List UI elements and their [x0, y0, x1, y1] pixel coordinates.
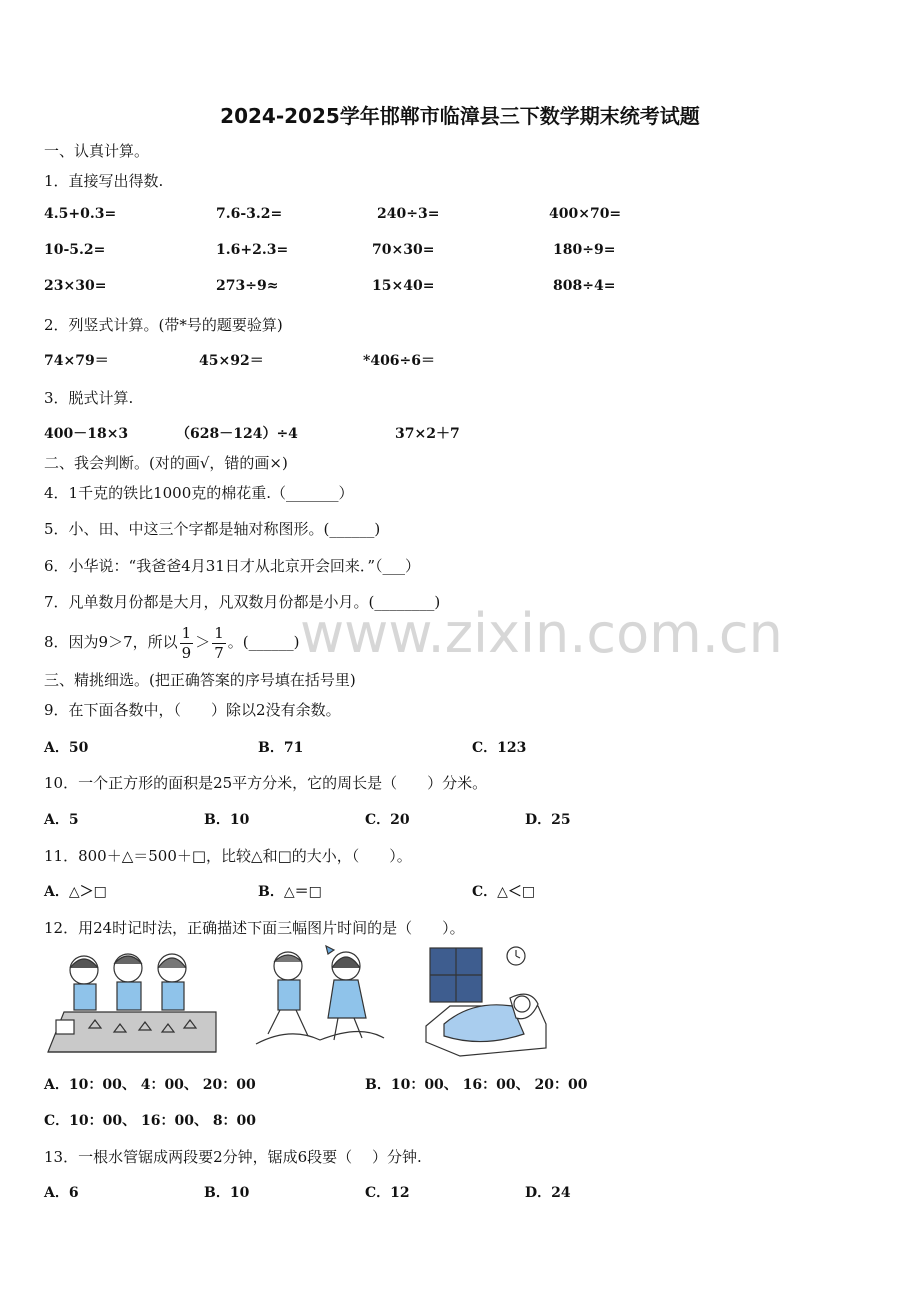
children-folding-cranes-illustration [44, 944, 219, 1059]
q1-cell: 808÷4= [553, 278, 616, 294]
q8-suffix: 。(______) [227, 633, 300, 651]
q10-option-a: A．5 [44, 812, 79, 828]
fraction-numerator: 1 [214, 623, 224, 642]
q1-cell: 7.6-3.2= [216, 206, 283, 222]
child-sleeping-illustration [420, 944, 550, 1061]
section1-heading: 一、认真计算。 [44, 142, 150, 160]
section3-heading: 三、精挑细选。(把正确答案的序号填在括号里) [44, 671, 356, 689]
q2-label: 2．列竖式计算。(带*号的题要验算) [44, 316, 283, 334]
q7-text: 7．凡单数月份都是大月，凡双数月份都是小月。(________) [44, 593, 441, 611]
q12-stem: 12．用24时记时法，正确描述下面三幅图片时间的是（ ）。 [44, 919, 465, 937]
q1-cell: 180÷9= [553, 242, 616, 258]
children-walking-illustration [250, 944, 390, 1059]
q10-option-b: B．10 [204, 812, 250, 828]
q1-label: 1．直接写出得数. [44, 172, 164, 190]
q1-cell: 15×40= [372, 278, 435, 294]
fraction-one-seventh [212, 624, 226, 663]
section2-heading: 二、我会判断。(对的画√，错的画×) [44, 454, 288, 472]
q2-item: 74×79＝ [44, 353, 109, 369]
q13-option-d: D．24 [525, 1185, 571, 1201]
q2-item: *406÷6＝ [363, 353, 436, 369]
q1-cell: 4.5+0.3= [44, 206, 117, 222]
q12-option-c: C．10：00、 16：00、 8：00 [44, 1113, 257, 1129]
q1-cell: 240÷3= [377, 206, 440, 222]
q10-option-d: D．25 [525, 812, 571, 828]
q13-option-c: C．12 [365, 1185, 410, 1201]
q1-cell: 400×70= [549, 206, 622, 222]
q12-option-b: B．10：00、 16：00、 20：00 [365, 1077, 588, 1093]
q8-row [44, 620, 299, 664]
q9-option-b: B．71 [258, 740, 304, 756]
q1-cell: 10-5.2= [44, 242, 106, 258]
q8-prefix: 8．因为9＞7，所以 [44, 633, 178, 651]
q12-option-a: A．10：00、 4：00、 20：00 [44, 1077, 256, 1093]
q13-option-a: A．6 [44, 1185, 79, 1201]
q5-text: 5．小、田、中这三个字都是轴对称图形。(______) [44, 520, 381, 538]
q3-item: 400－18×3 [44, 426, 129, 442]
q11-option-c: C．△＜□ [472, 884, 536, 900]
q3-item: 37×2＋7 [395, 426, 460, 442]
q1-cell: 1.6+2.3= [216, 242, 289, 258]
q11-stem: 11．800＋△＝500＋□，比较△和□的大小，（ ）。 [44, 847, 412, 865]
q9-stem: 9．在下面各数中，（ ）除以2没有余数。 [44, 701, 341, 719]
q1-cell: 70×30= [372, 242, 435, 258]
fraction-denominator: 7 [214, 643, 224, 662]
q1-cell: 273÷9≈ [216, 278, 279, 294]
q2-item: 45×92＝ [199, 353, 264, 369]
fraction-one-ninth [180, 624, 194, 663]
watermark: www.zixin.com.cn [300, 602, 783, 665]
q10-option-c: C．20 [365, 812, 410, 828]
q9-option-c: C．123 [472, 740, 527, 756]
q13-option-b: B．10 [204, 1185, 250, 1201]
fraction-denominator: 9 [181, 643, 192, 662]
page-title: 2024-2025学年邯郸市临漳县三下数学期末统考试题 [220, 104, 700, 128]
q1-cell: 23×30= [44, 278, 107, 294]
q3-label: 3．脱式计算. [44, 389, 134, 407]
q11-option-b: B．△＝□ [258, 884, 322, 900]
q3-item: （628－124）÷4 [176, 426, 298, 442]
q6-text: 6．小华说：“我爸爸4月31日才从北京开会回来．”（___） [44, 557, 421, 575]
q10-stem: 10．一个正方形的面积是25平方分米，它的周长是（ ）分米。 [44, 774, 488, 792]
q11-option-a: A．△＞□ [44, 884, 107, 900]
q13-stem: 13．一根水管锯成两段要2分钟，锯成6段要（ ）分钟. [44, 1148, 422, 1166]
q4-text: 4．1千克的铁比1000克的棉花重.（_______） [44, 484, 354, 502]
fraction-numerator: 1 [181, 623, 192, 642]
greater-than-sign: ＞ [195, 633, 211, 651]
q9-option-a: A．50 [44, 740, 89, 756]
